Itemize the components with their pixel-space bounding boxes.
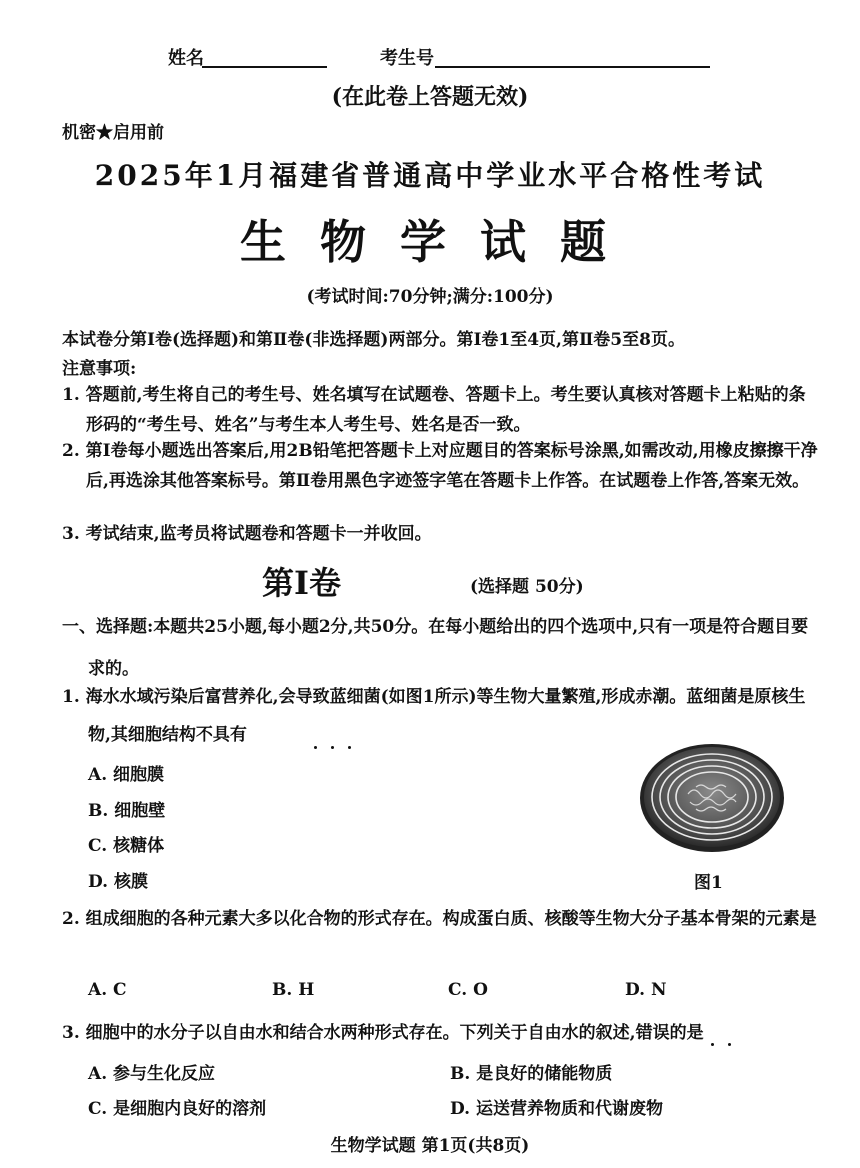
- notice-item: 3. 考试结束,监考员将试题卷和答题卡一并收回。: [62, 524, 432, 544]
- figure-caption: 图1: [694, 873, 723, 893]
- notice-item: 2. 第Ⅰ卷每小题选出答案后,用2B铅笔把答题卡上对应题目的答案标号涂黑,如需改动,用橡皮擦擦干净后,再选涂其他答案标号。第Ⅱ卷用黑色字迹签字笔在答题卡上作答。在试题卷上作答,答案无效。: [62, 441, 818, 491]
- id-label: 考生号: [380, 48, 434, 69]
- option: A. C: [88, 980, 127, 1000]
- option: A. 细胞膜: [88, 765, 165, 785]
- page-footer: 生物学试题 第1页(共8页): [330, 1136, 530, 1156]
- option: D. 运送营养物质和代谢废物: [450, 1099, 663, 1119]
- subject-title: 生物学试题: [240, 215, 640, 269]
- section-note: (选择题 50分): [470, 577, 584, 597]
- notice-item: 1. 答题前,考生将自己的考生号、姓名填写在试题卷、答题卡上。考生要认真核对答题卡上粘贴的条形码的“考生号、姓名”与考生本人考生号、姓名是否一致。: [62, 385, 806, 435]
- id-blank[interactable]: [435, 66, 710, 68]
- emphasis-dot: [331, 746, 334, 749]
- paper-intro: 本试卷分第Ⅰ卷(选择题)和第Ⅱ卷(非选择题)两部分。第Ⅰ卷1至4页,第Ⅱ卷5至8页。: [62, 330, 685, 350]
- emphasis-dot: [728, 1043, 731, 1046]
- question-stem: 1. 海水水域污染后富营养化,会导致蓝细菌(如图1所示)等生物大量繁殖,形成赤潮。蓝细菌是原核生物,其细胞结构不具有: [62, 687, 806, 745]
- option: D. 核膜: [88, 872, 148, 892]
- option: C. 核糖体: [88, 836, 165, 856]
- part-instruction: 一、选择题:本题共25小题,每小题2分,共50分。在每小题给出的四个选项中,只有一项是符合题目要求的。: [62, 617, 809, 679]
- cyanobacteria-figure-icon: [638, 742, 786, 854]
- option: B. H: [272, 980, 315, 1000]
- time-info: (考试时间:70分钟;满分:100分): [306, 287, 554, 307]
- option: C. O: [448, 980, 488, 1000]
- option: D. N: [625, 980, 667, 1000]
- notice-title: 注意事项:: [62, 359, 137, 379]
- option: B. 细胞壁: [88, 801, 166, 821]
- secret-mark: 机密★启用前: [62, 123, 164, 143]
- section-title: 第Ⅰ卷: [262, 564, 341, 602]
- exam-title: 2025年1月福建省普通高中学业水平合格性考试: [94, 159, 766, 192]
- name-blank[interactable]: [202, 66, 327, 68]
- option: B. 是良好的储能物质: [450, 1064, 613, 1084]
- question-stem: 2. 组成细胞的各种元素大多以化合物的形式存在。构成蛋白质、核酸等生物大分子基本骨架的元素是: [62, 909, 817, 929]
- name-label: 姓名: [168, 48, 204, 69]
- option: C. 是细胞内良好的溶剂: [88, 1099, 267, 1119]
- option: A. 参与生化反应: [88, 1064, 216, 1084]
- question-stem: 3. 细胞中的水分子以自由水和结合水两种形式存在。下列关于自由水的叙述,错误的是: [62, 1023, 704, 1043]
- emphasis-dot: [314, 746, 317, 749]
- invalid-notice: (在此卷上答题无效): [331, 84, 529, 110]
- emphasis-dot: [711, 1043, 714, 1046]
- emphasis-dot: [348, 746, 351, 749]
